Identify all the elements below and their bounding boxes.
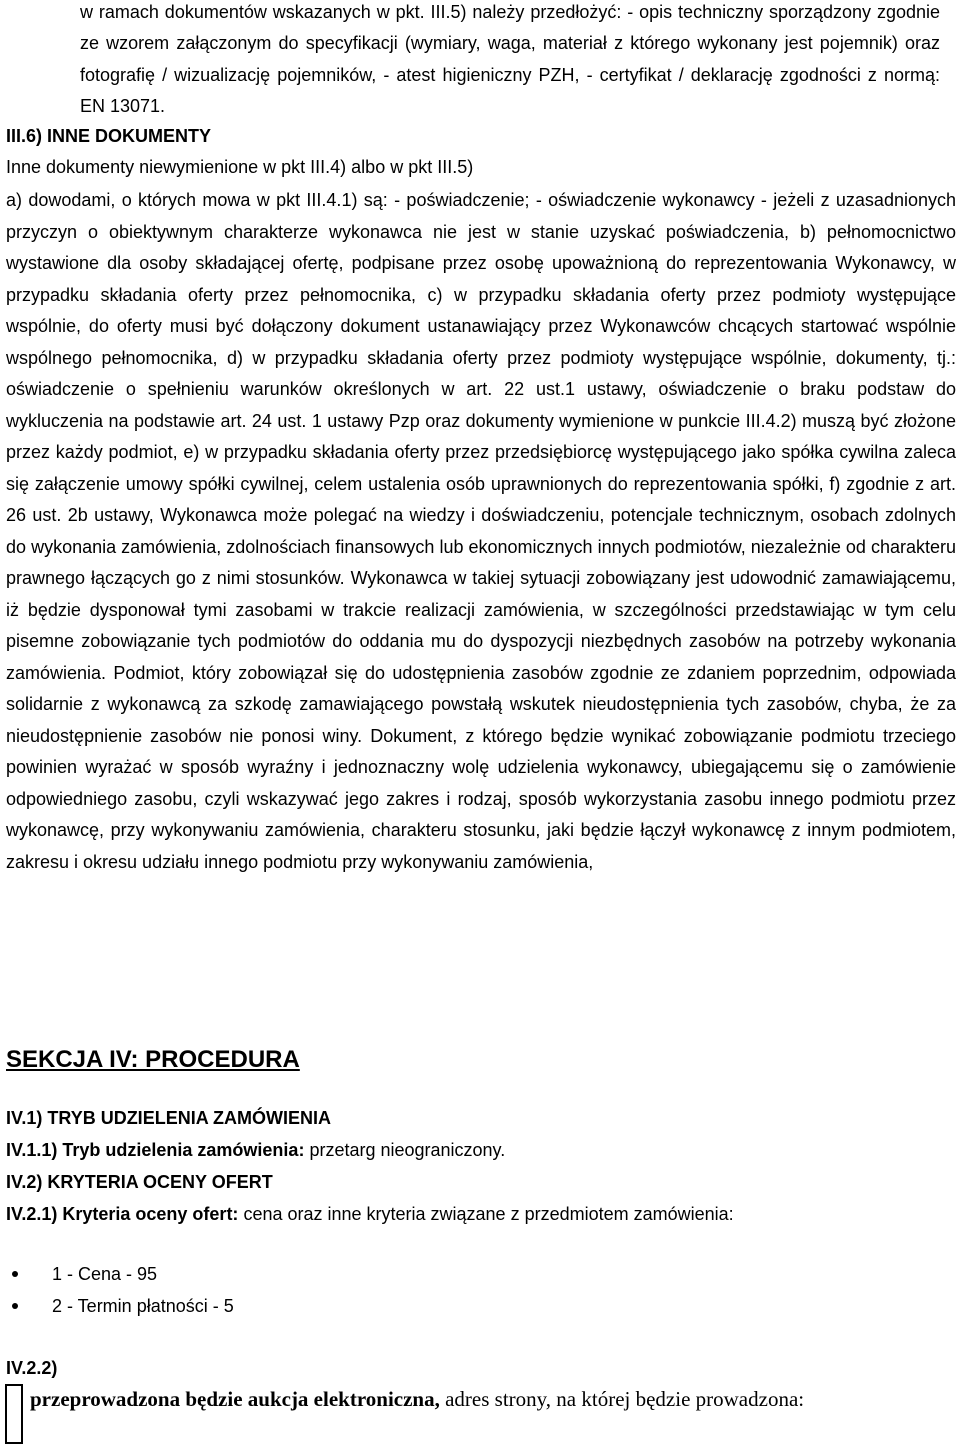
criteria-item-text: 1 - Cena - 95 [52, 1264, 158, 1284]
auction-rest-text: adres strony, na której będzie prowadzona: [439, 1387, 805, 1411]
criteria-item-text: 2 - Termin płatności - 5 [52, 1296, 234, 1316]
iv1-heading: IV.1) TRYB UDZIELENIA ZAMÓWIENIA [6, 1108, 332, 1128]
iv11-line [6, 1138, 956, 1162]
iv22-label: IV.2.2) [6, 1358, 58, 1378]
section-iii6-heading: III.6) INNE DOKUMENTY [6, 126, 212, 146]
iv21-label: IV.2.1) Kryteria oceny ofert: [6, 1204, 239, 1224]
iv2-heading: IV.2) KRYTERIA OCENY OFERT [6, 1172, 273, 1192]
criteria-item [6, 1294, 234, 1326]
section-iii6-body [6, 185, 956, 878]
section-iv-title: SEKCJA IV: PROCEDURA [6, 1046, 300, 1073]
iv11-value: przetarg nieograniczony. [304, 1140, 506, 1160]
section-iii6-line2: a) dowodami, o których mowa w pkt III.4. [6, 190, 342, 210]
auction-bold-text: przeprowadzona będzie aukcja elektroniczna, [30, 1387, 440, 1411]
bullet-icon [12, 1271, 18, 1277]
iv11-label: IV.1.1) Tryb udzielenia zamówienia: [6, 1140, 305, 1160]
criteria-list [6, 1262, 234, 1326]
criteria-item [6, 1262, 234, 1294]
section-iii6-body-text: 1) są: - poświadczenie; - oświadczenie wykonawcy - jeżeli z uzasadnionych przyczyn o obiektywnym charakterze wykonawca nie jest w stanie uzyskać poświadczenia, b) pełnomocnictwo wystawione dla osoby składającej ofertę, podpisane przez osobę upoważnioną do reprezentowania Wykonawcy, w przypadku składania oferty przez pełnomocnika, c) w przypadku składania oferty przez podmioty występujące wspólnie, do oferty musi być dołączony dokument ustanawiający przez Wykonawców chcących startować wspólnie wspólnego pełnomocnika, d) w przypadku składania oferty przez podmioty występujące wspólnie, dokumenty, tj.: oświadczenie o spełnieniu warunków określonych w art. 22 ust.1 ustawy, oświadczenie o braku podstaw do wykluczenia na podstawie art. 24 ust. 1 ustawy Pzp oraz dokumenty wymienione w punkcie III.4.2) muszą być złożone przez każdy podmiot, e) w przypadku składania oferty przez przedsiębiorcę występującego jako spółka cywilna zaleca się załączenie umowy spółki cywilnej, celem ustalenia osób uprawnionych do reprezentowania spółki, f) zgodnie z art. 26 ust. 2b ustawy, Wykonawca może polegać na wiedzy i doświadczeniu, potencjale technicznym, osobach zdolnych do wykonania zamówienia, zdolnościach finansowych lub ekonomicznych innych podmiotów, niezależnie od charakteru prawnego łączących go z nimi stosunków. Wykonawca w takiej sytuacji zobowiązany jest udowodnić zamawiającemu, iż będzie dysponował tymi zasobami w trakcie realizacji zamówienia, w szczególności przedstawiając w tym celu pisemne zobowiązanie tych podmiotów do oddania mu do dyspozycji niezbędnych zasobów na potrzeby wykonania zamówienia. Podmiot, który zobowiązał się do udostępnienia zasobów zgodnie ze zdaniem poprzednim, odpowiada solidarnie z wykonawcą za szkodę zamawiającego powstałą wskutek nieudostępnienia tych zasobów, chyba, że za nieudostępnienie zasobów nie ponosi winy. Dokument, z którego będzie wynikać zobowiązanie podmiotu trzeciego powinien wyrażać w sposób wyraźny i jednoznaczny wolę udzielenia wykonawcy, ubiegającemu się o zamówienie odpowiedniego zasobu, czyli wskazywać jego zakres i rodzaj, sposób wykorzystania zasobu innego podmiotu przez wykonawcę, przy wykonywaniu zamówienia, charakteru stosunku, jaki będzie łączył wykonawcę z innym podmiotem, zakresu i okresu udziału innego podmiotu przy wykonywaniu zamówienia, [6, 190, 956, 872]
section-iii6-line1: Inne dokumenty niewymienione w pkt III.4) albo w pkt III.5) [6, 157, 474, 177]
auction-text [30, 1386, 860, 1412]
iv21-line [6, 1202, 956, 1226]
auction-checkbox[interactable] [5, 1384, 23, 1444]
iv21-value: cena oraz inne kryteria związane z przedmiotem zamówienia: [238, 1204, 734, 1224]
bullet-icon [12, 1303, 18, 1309]
intro-paragraph: w ramach dokumentów wskazanych w pkt. III.5) należy przedłożyć: - opis techniczny sporządzony zgodnie ze wzorem załączonym do specyfikacji (wymiary, waga, materiał z którego wykonany jest pojemnik) oraz fotografię / wizualizację pojemników, - atest higieniczny PZH, - certyfikat / deklarację zgodności z normą: EN 13071. [80, 2, 940, 117]
